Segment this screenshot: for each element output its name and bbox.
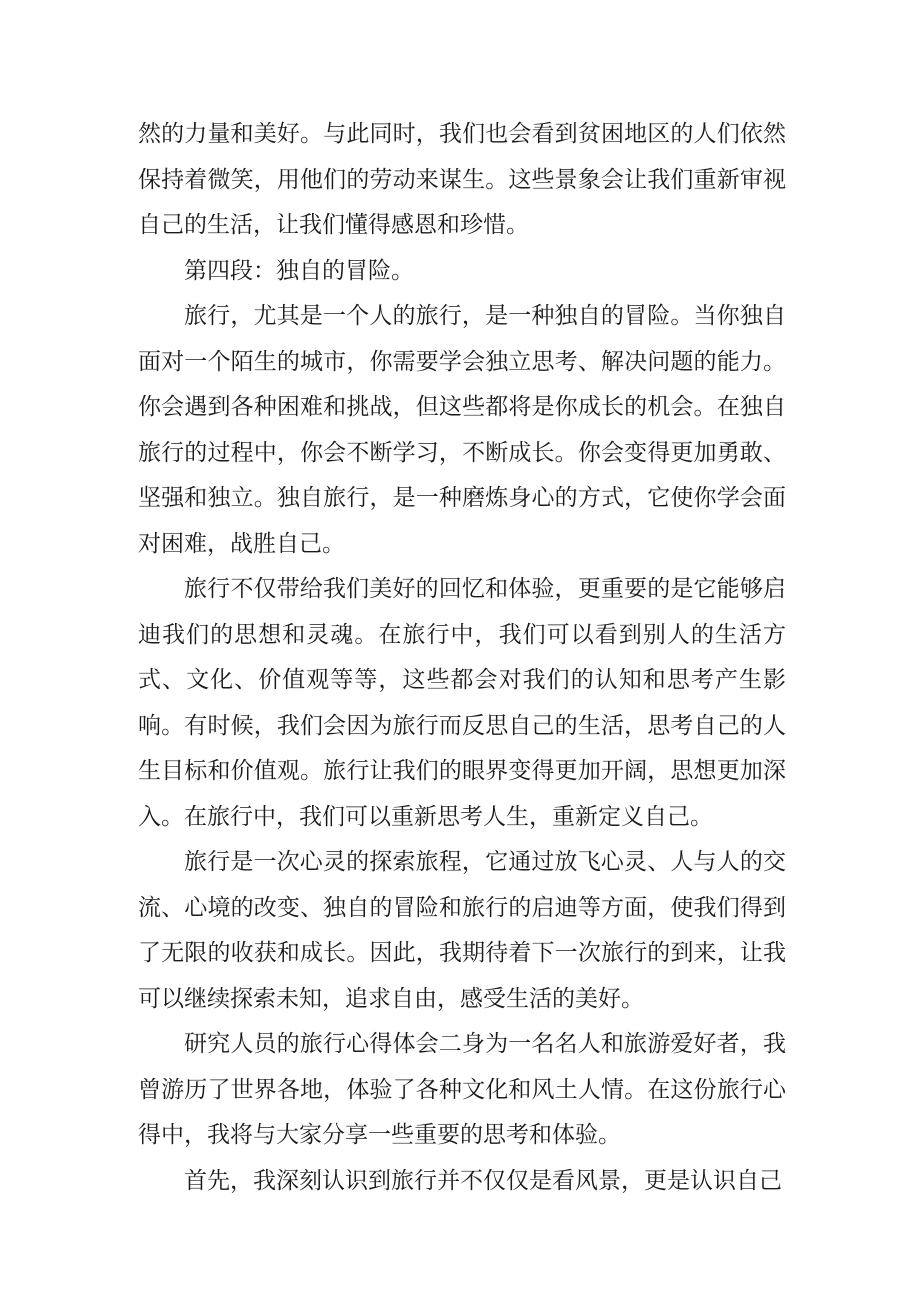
paragraph-1: 然的力量和美好。与此同时，我们也会看到贫困地区的人们依然保持着微笑，用他们的劳动来谋生。这些景象会让我们重新审视自己的生活，让我们懂得感恩和珍惜。 [138,121,786,238]
paragraph-4: 旅行不仅带给我们美好的回忆和体验，更重要的是它能够启迪我们的思想和灵魂。在旅行中，我们可以看到别人的生活方式、文化、价值观等等，这些都会对我们的认知和思考产生影响。有时候，我们会因为旅行而反思自己的生活，思考自己的人生目标和价值观。旅行让我们的眼界变得更加开阔，思想更加深入。在旅行中，我们可以重新思考人生，重新定义自己。 [138,576,786,830]
paragraph-6: 研究人员的旅行心得体会二身为一名名人和旅游爱好者，我曾游历了世界各地，体验了各种文化和风土人情。在这份旅行心得中，我将与大家分享一些重要的思考和体验。 [138,1031,786,1148]
document-body [138,112,786,1204]
section-heading-4: 第四段：独自的冒险。 [184,257,414,284]
paragraph-5: 旅行是一次心灵的探索旅程，它通过放飞心灵、人与人的交流、心境的改变、独自的冒险和旅行的启迪等方面，使我们得到了无限的收获和成长。因此，我期待着下一次旅行的到来，让我可以继续探索未知，追求自由，感受生活的美好。 [138,849,786,1012]
paragraph-3: 旅行，尤其是一个人的旅行，是一种独自的冒险。当你独自面对一个陌生的城市，你需要学会独立思考、解决问题的能力。你会遇到各种困难和挑战，但这些都将是你成长的机会。在独自旅行的过程中，你会不断学习，不断成长。你会变得更加勇敢、坚强和独立。独自旅行，是一种磨炼身心的方式，它使你学会面对困难，战胜自己。 [138,303,786,557]
paragraph-7: 首先，我深刻认识到旅行并不仅仅是看风景，更是认识自己 [184,1167,782,1194]
